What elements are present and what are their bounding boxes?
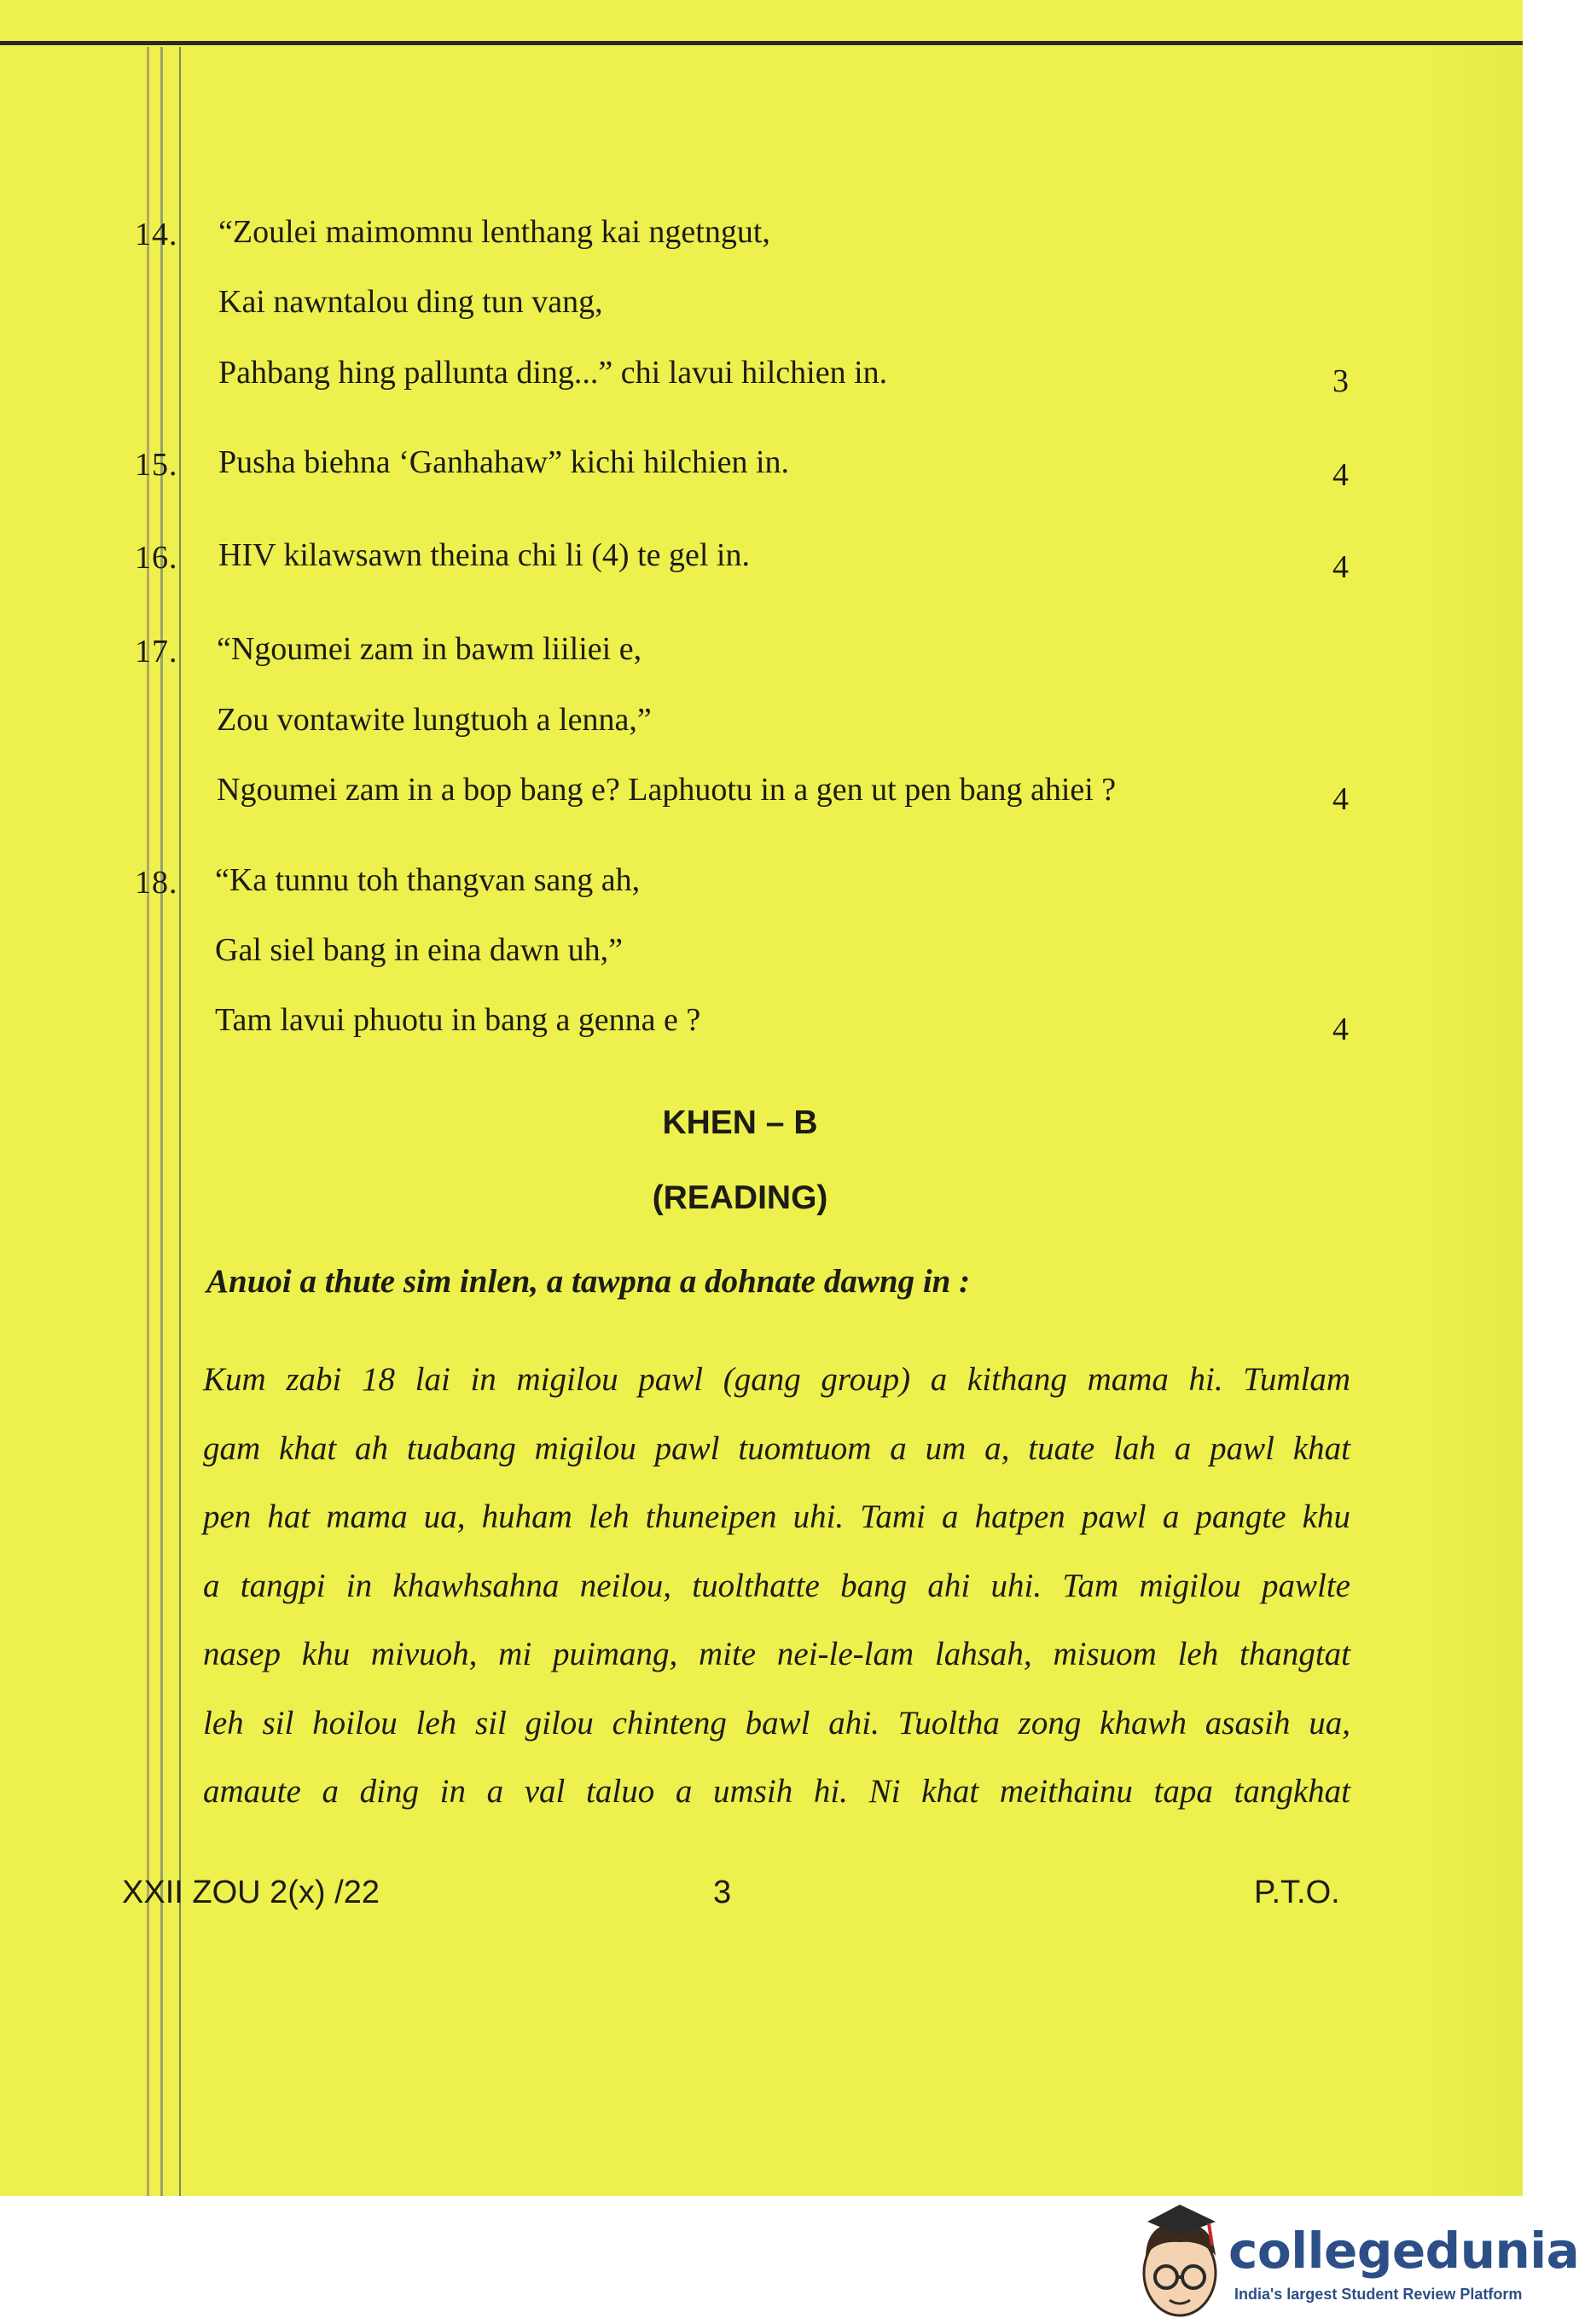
section-subtitle: (READING) bbox=[652, 1179, 828, 1216]
passage-line: nasep khu mivuoh, mi puimang, mite nei-le-lam lahsah, misuom leh thangtat bbox=[203, 1636, 1350, 1672]
marks: 4 bbox=[1332, 549, 1349, 585]
section-title: KHEN – B bbox=[662, 1104, 818, 1141]
question-number: 15. bbox=[135, 447, 178, 483]
question-line: Tam lavui phuotu in bang a genna e ? bbox=[215, 1002, 701, 1038]
passage-line: Kum zabi 18 lai in migilou pawl (gang group) a kithang mama hi. Tumlam bbox=[203, 1361, 1350, 1398]
question-number: 18. bbox=[135, 865, 178, 901]
marks: 4 bbox=[1332, 781, 1349, 817]
marks: 3 bbox=[1332, 363, 1349, 399]
question-line: Ngoumei zam in a bop bang e? Laphuotu in a gen ut pen bang ahiei ? bbox=[217, 772, 1117, 808]
passage-line: amaute a ding in a val taluo a umsih hi. Ni khat meithainu tapa tangkhat bbox=[203, 1773, 1350, 1810]
passage-line: leh sil hoilou leh sil gilou chinteng bawl ahi. Tuoltha zong khawh asasih ua, bbox=[203, 1704, 1350, 1742]
pto-label: P.T.O. bbox=[1254, 1875, 1340, 1910]
reading-passage bbox=[203, 1346, 1350, 1827]
marks: 4 bbox=[1332, 457, 1349, 493]
question-line: Kai nawntalou ding tun vang, bbox=[218, 284, 603, 320]
passage-line: pen hat mama ua, huham leh thuneipen uhi. Tami a hatpen pawl a pangte khu bbox=[203, 1498, 1350, 1535]
question-line: Pusha biehna ‘Ganhahaw” kichi hilchien in. bbox=[218, 444, 790, 480]
question-number: 14. bbox=[135, 217, 178, 252]
paper-code: XXII ZOU 2(x) /22 bbox=[122, 1875, 380, 1910]
passage-line: gam khat ah tuabang migilou pawl tuomtuom a um a, tuate lah a pawl khat bbox=[203, 1429, 1350, 1467]
question-line: Zou vontawite lungtuoh a lenna,” bbox=[217, 702, 652, 738]
question-line: Gal siel bang in eina dawn uh,” bbox=[215, 932, 624, 968]
question-line: HIV kilawsawn theina chi li (4) te gel in. bbox=[218, 537, 750, 573]
brand-tagline: India's largest Student Review Platform bbox=[1234, 2286, 1523, 2303]
question-line: “Ngoumei zam in bawm liiliei e, bbox=[217, 631, 642, 667]
brand-logo bbox=[1130, 2196, 1579, 2324]
top-border bbox=[0, 41, 1523, 45]
brand-name: collegedunia bbox=[1228, 2222, 1579, 2280]
page-number: 3 bbox=[713, 1875, 732, 1910]
question-line: “Ka tunnu toh thangvan sang ah, bbox=[215, 862, 641, 898]
question-line: “Zoulei maimomnu lenthang kai ngetngut, bbox=[218, 214, 770, 250]
mascot-icon bbox=[1130, 2196, 1224, 2324]
passage-line: a tangpi in khawhsahna neilou, tuolthatte bang ahi uhi. Tam migilou pawlte bbox=[203, 1567, 1350, 1604]
question-line: Pahbang hing pallunta ding...” chi lavui hilchien in. bbox=[218, 355, 888, 391]
marks: 4 bbox=[1332, 1011, 1349, 1047]
question-number: 17. bbox=[135, 634, 178, 669]
question-number: 16. bbox=[135, 540, 178, 576]
instruction: Anuoi a thute sim inlen, a tawpna a dohnate dawng in : bbox=[206, 1263, 971, 1300]
